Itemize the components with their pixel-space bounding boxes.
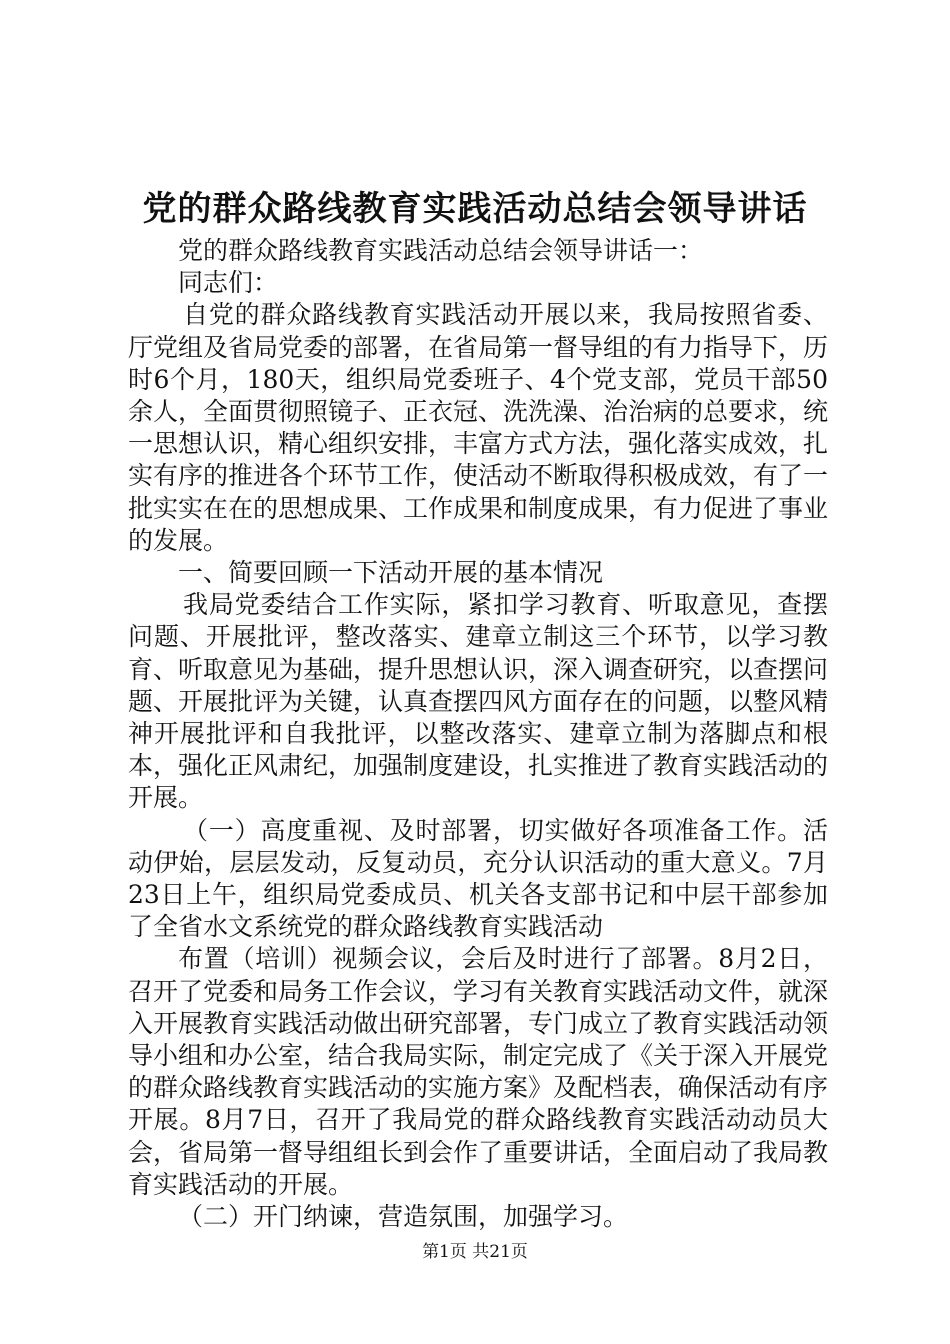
section-heading-1: 一、简要回顾一下活动开展的基本情况 — [178, 558, 604, 588]
paragraph-speech-heading: 党的群众路线教育实践活动总结会领导讲话一： — [178, 236, 704, 265]
document-body — [128, 235, 828, 1233]
document-title: 党的群众路线教育实践活动总结会领导讲话 — [142, 189, 808, 229]
paragraph-subsection-1: 布置（培训）视频会议，会后及时进行了部署。8月2日，召开了党委和局务工作会议，学习有关教育实践活动文件，就深入开展教育实践活动做出研究部署，专门成立了教育实践活动领导小组和办公室，结合我局实际，制定完成了《关于深入开展党的群众路线教育实践活动的实施方案》及配档表，确保活动有序开展。8月7日，召开了我局党的群众路线教育实践活动动员大会，省局第一督导组组长到会作了重要讲话，全面启动了我局教育实践活动的开展。 — [128, 944, 829, 1199]
paragraph-salutation: 同志们： — [178, 268, 279, 298]
subsection-heading-1: （一）高度重视、及时部署，切实做好各项准备工作。活动伊始，层层发动，反复动员，充分认识活动的重大意义。7月23日上午，组织局党委成员、机关各支部书记和中层干部参加了全省水文系统党的群众路线教育实践活动 — [128, 815, 828, 942]
paragraph-intro: 自党的群众路线教育实践活动开展以来，我局按照省委、厅党组及省局党委的部署，在省局第一督导组的有力指导下，历时6个月，180天，组织局党委班子、4个党支部，党员干部50余人，全面贯彻照镜子、正衣冠、洗洗澡、治治病的总要求，统一思想认识，精心组织安排，丰富方式方法，强化落实成效，扎实有序的推进各个环节工作，使活动不断取得积极成效，有了一批实实在在的思想成果、工作成果和制度成果，有力促进了事业的发展。 — [128, 300, 829, 555]
subsection-heading-2: （二）开门纳谏，营造氛围，加强学习。 — [178, 1202, 629, 1232]
paragraph-section-1: 我局党委结合工作实际，紧扣学习教育、听取意见，查摆问题、开展批评，整改落实、建章立制这三个环节，以学习教育、听取意见为基础，提升思想认识，深入调查研究，以查摆问题、开展批评为关键，认真查摆四风方面存在的问题，以整风精神开展批评和自我批评，以整改落实、建章立制为落脚点和根本，强化正风肃纪，加强制度建设，扎实推进了教育实践活动的开展。 — [128, 590, 829, 813]
page-footer: 第1页 共21页 — [422, 1242, 528, 1262]
